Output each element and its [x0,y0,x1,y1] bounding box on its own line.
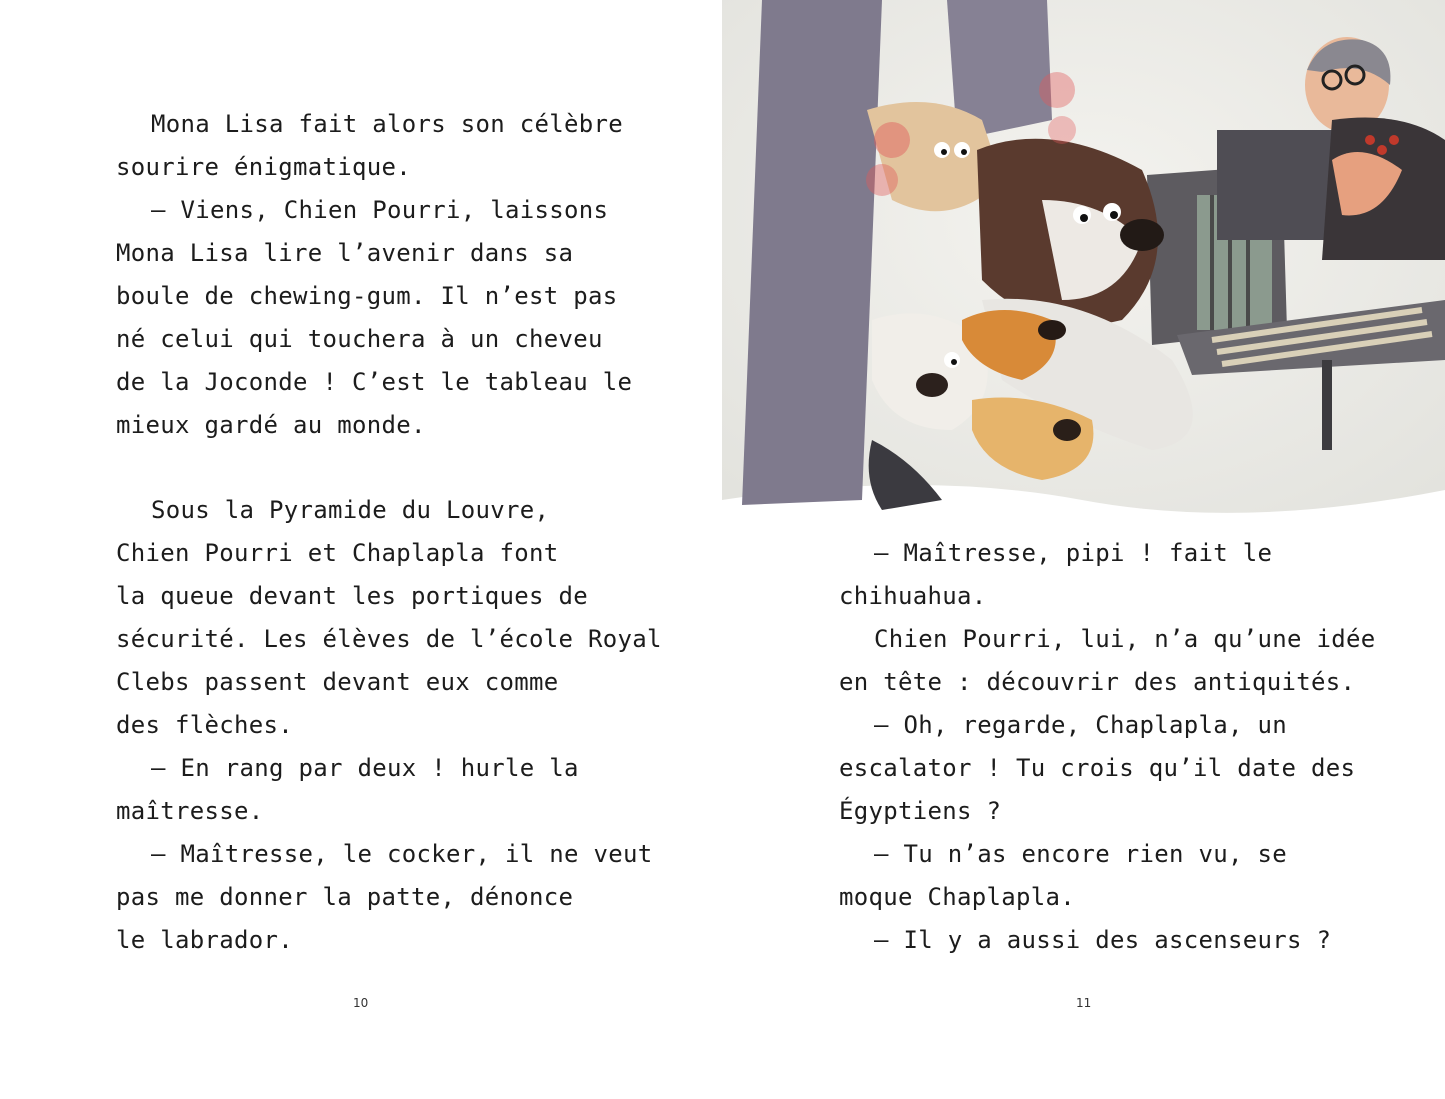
text-line: la queue devant les portiques de [116,582,588,610]
text-line: de la Joconde ! C’est le tableau le [116,368,633,396]
text-line: — Maîtresse, pipi ! fait le [874,539,1273,567]
text-line: le labrador. [116,926,293,954]
text-line: Égyptiens ? [839,797,1002,825]
text-line: — En rang par deux ! hurle la [151,754,579,782]
page-number: 10 [353,996,369,1010]
text-line: pas me donner la patte, dénonce [116,883,574,911]
pillar-left [742,0,882,505]
left-page [0,0,722,1099]
text-line: sourire énigmatique. [116,153,411,181]
text-line: — Viens, Chien Pourri, laissons [151,196,609,224]
right-text [839,532,1375,962]
text-line: boule de chewing-gum. Il n’est pas [116,282,618,310]
text-line: escalator ! Tu crois qu’il date des [839,754,1356,782]
text-line: Chien Pourri et Chaplapla font [116,539,559,567]
page-number: 11 [1076,996,1092,1010]
text-line: — Oh, regarde, Chaplapla, un [874,711,1287,739]
text-line: en tête : découvrir des antiquités. [839,668,1356,696]
right-page [722,0,1445,1099]
text-line: né celui qui touchera à un cheveu [116,325,603,353]
text-line: Clebs passent devant eux comme [116,668,559,696]
text-line: Mona Lisa lire l’avenir dans sa [116,239,574,267]
text-line: mieux gardé au monde. [116,411,426,439]
text-line: sécurité. Les élèves de l’école Royal [116,625,662,653]
text-line: moque Chaplapla. [839,883,1075,911]
text-line: — Il y a aussi des ascenseurs ? [874,926,1332,954]
left-text-top [116,103,662,962]
text-line: — Tu n’as encore rien vu, se [874,840,1287,868]
text-line: Mona Lisa fait alors son célèbre [151,110,623,138]
dogs-at-security-scanner-illustration [722,0,1445,540]
text-line: — Maîtresse, le cocker, il ne veut [151,840,653,868]
text-line: Sous la Pyramide du Louvre, [151,496,550,524]
text-line: maîtresse. [116,797,264,825]
text-line: chihuahua. [839,582,987,610]
text-line: Chien Pourri, lui, n’a qu’une idée [874,625,1376,653]
text-line: des flèches. [116,711,293,739]
